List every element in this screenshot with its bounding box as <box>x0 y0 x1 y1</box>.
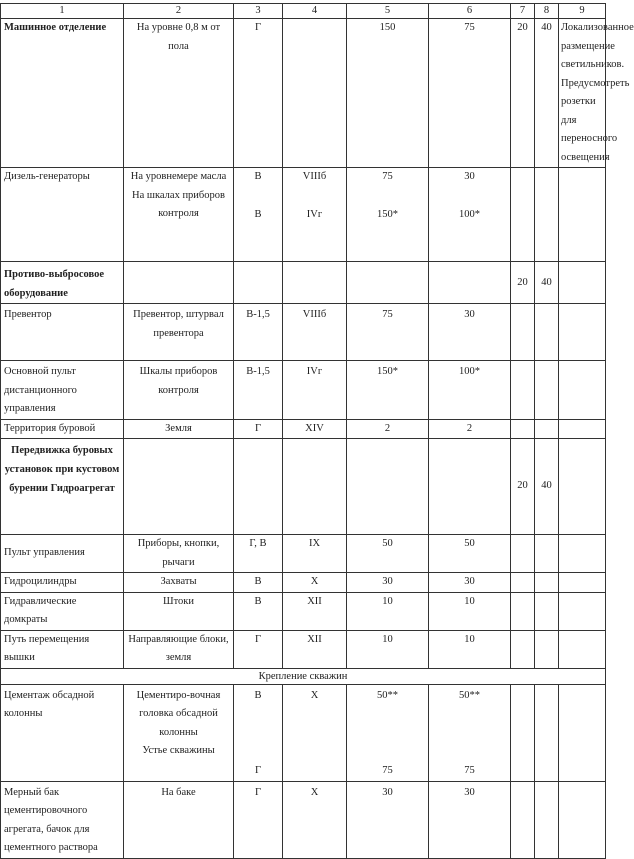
note <box>559 168 606 262</box>
plane: Г, В <box>234 535 283 573</box>
col-8-value <box>535 419 559 439</box>
col-8-value <box>535 684 559 781</box>
category-value: IVг <box>306 208 323 220</box>
note <box>559 439 606 535</box>
col-8-value <box>535 592 559 630</box>
note <box>559 630 606 668</box>
work-category: XIV <box>283 419 347 439</box>
illuminance-combined: 30 <box>347 573 429 593</box>
table-row <box>1 630 606 668</box>
plane: Г <box>234 781 283 858</box>
work-surface-line: Устье скважины <box>142 745 215 756</box>
work-category <box>283 168 347 262</box>
header-col-2: 2 <box>124 4 234 19</box>
illuminance-combined: 2 <box>347 419 429 439</box>
lighting-norms-table <box>0 3 634 859</box>
illuminance-general <box>429 262 511 304</box>
work-surface: На уровне 0,8 м от пола <box>124 19 234 168</box>
plane: В <box>234 592 283 630</box>
lux-value: 50** <box>377 689 398 701</box>
plane: Г <box>234 630 283 668</box>
table-row <box>1 262 606 304</box>
table-row <box>1 419 606 439</box>
illuminance-general <box>429 684 511 781</box>
spacer <box>432 705 507 762</box>
col-8-value <box>535 781 559 858</box>
lux-value: 75 <box>382 171 393 182</box>
work-surface: Захваты <box>124 573 234 593</box>
illuminance-combined <box>347 684 429 781</box>
lux-value: 100* <box>459 208 480 220</box>
plane: Г <box>234 19 283 168</box>
col-8-value <box>535 573 559 593</box>
illuminance-combined: 50 <box>347 535 429 573</box>
col-8-value <box>535 361 559 420</box>
table-row <box>1 535 606 573</box>
plane: В <box>234 573 283 593</box>
work-surface: На баке <box>124 781 234 858</box>
note <box>559 419 606 439</box>
spacer <box>350 705 425 762</box>
illuminance-general <box>429 168 511 262</box>
illuminance-combined: 150 <box>347 19 429 168</box>
header-col-1: 1 <box>1 4 124 19</box>
table-row <box>1 684 606 781</box>
note <box>559 304 606 361</box>
room-name: Территория буровой <box>1 419 124 439</box>
room-name: Дизель-генераторы <box>1 168 124 262</box>
col-8-value: 40 <box>535 19 559 168</box>
room-name: Основной пульт дистанционного управления <box>1 361 124 420</box>
work-category <box>283 19 347 168</box>
plane <box>234 262 283 304</box>
work-category: XII <box>283 592 347 630</box>
col-8-value: 40 <box>535 439 559 535</box>
work-surface <box>124 168 234 262</box>
plane: В-1,5 <box>234 361 283 420</box>
note <box>559 684 606 781</box>
work-surface-line: На шкалах приборов контроля <box>132 189 225 219</box>
table-row <box>1 573 606 593</box>
header-col-4: 4 <box>283 4 347 19</box>
room-name: Мерный бак цементировочного агрегата, бачок для цементного раствора <box>1 781 124 858</box>
header-col-5: 5 <box>347 4 429 19</box>
plane-value: В <box>254 208 262 220</box>
note <box>559 262 606 304</box>
col-7-value <box>511 592 535 630</box>
header-col-9: 9 <box>559 4 606 19</box>
col-7-value <box>511 684 535 781</box>
room-name: Цементаж обсадной колонны <box>1 684 124 781</box>
illuminance-general: 30 <box>429 304 511 361</box>
work-surface <box>124 684 234 781</box>
plane-value: В <box>254 171 262 182</box>
room-name: Противо-выбросовое оборудование <box>1 262 124 304</box>
work-surface <box>124 439 234 535</box>
work-category: IVг <box>283 361 347 420</box>
room-name: Путь перемещения вышки <box>1 630 124 668</box>
col-7-value <box>511 781 535 858</box>
note <box>559 592 606 630</box>
col-7-value: 20 <box>511 19 535 168</box>
room-name: Гидроцилиндры <box>1 573 124 593</box>
work-category <box>283 262 347 304</box>
work-surface: Шкалы приборов контроля <box>124 361 234 420</box>
col-8-value <box>535 168 559 262</box>
col-8-value <box>535 535 559 573</box>
col-7-value <box>511 304 535 361</box>
room-name: Превентор <box>1 304 124 361</box>
lux-value: 75 <box>382 765 393 776</box>
illuminance-combined: 10 <box>347 630 429 668</box>
work-surface-line: Цементиро-вочная головка обсадной колонны <box>136 689 221 738</box>
col-7-value <box>511 630 535 668</box>
lux-value: 150* <box>377 208 398 220</box>
illuminance-general: 50 <box>429 535 511 573</box>
illuminance-combined <box>347 439 429 535</box>
work-surface: Штоки <box>124 592 234 630</box>
plane-value: Г <box>254 765 262 776</box>
plane: Г <box>234 419 283 439</box>
work-category <box>283 684 347 781</box>
header-row <box>1 4 606 19</box>
header-col-3: 3 <box>234 4 283 19</box>
work-category: IX <box>283 535 347 573</box>
illuminance-general: 10 <box>429 630 511 668</box>
plane: В-1,5 <box>234 304 283 361</box>
plane <box>234 168 283 262</box>
table-row <box>1 168 606 262</box>
spacer <box>432 187 507 206</box>
spacer <box>237 705 279 762</box>
spacer <box>350 187 425 206</box>
work-surface: Превентор, штурвал превентора <box>124 304 234 361</box>
col-8-value <box>535 304 559 361</box>
note <box>559 573 606 593</box>
work-surface: Приборы, кнопки, рычаги <box>124 535 234 573</box>
table-row <box>1 781 606 858</box>
room-name: Передвижка буровых установок при кустовом бурении Гидроагрегат <box>1 439 124 535</box>
col-8-value <box>535 630 559 668</box>
room-name: Пульт управления <box>1 535 124 573</box>
work-surface <box>124 262 234 304</box>
table-row <box>1 19 606 168</box>
col-7-value: 20 <box>511 439 535 535</box>
col-8-value: 40 <box>535 262 559 304</box>
illuminance-combined: 30 <box>347 781 429 858</box>
col-7-value <box>511 535 535 573</box>
table-row <box>1 304 606 361</box>
work-category: XII <box>283 630 347 668</box>
col-7-value <box>511 168 535 262</box>
plane <box>234 439 283 535</box>
table-row <box>1 361 606 420</box>
work-category: X <box>283 781 347 858</box>
work-category <box>283 439 347 535</box>
col-7-value <box>511 419 535 439</box>
plane-value: В <box>254 689 262 701</box>
spacer <box>237 187 279 206</box>
table-row <box>1 592 606 630</box>
work-surface: Земля <box>124 419 234 439</box>
lux-value: 75 <box>464 765 475 776</box>
plane <box>234 684 283 781</box>
illuminance-combined <box>347 262 429 304</box>
header-col-6: 6 <box>429 4 511 19</box>
work-category: X <box>283 573 347 593</box>
work-category: VIIIб <box>283 304 347 361</box>
note <box>559 535 606 573</box>
work-surface-line: На уровнемере масла <box>130 171 227 182</box>
section-row <box>1 668 606 684</box>
illuminance-general: 100* <box>429 361 511 420</box>
room-name: Машинное отделение <box>1 19 124 168</box>
illuminance-general: 2 <box>429 419 511 439</box>
work-surface: Направляющие блоки, земля <box>124 630 234 668</box>
section-title: Крепление скважин <box>1 668 606 684</box>
illuminance-general: 30 <box>429 573 511 593</box>
illuminance-general <box>429 439 511 535</box>
lux-value: 50** <box>459 689 480 701</box>
illuminance-combined <box>347 168 429 262</box>
note <box>559 361 606 420</box>
col-7-value: 20 <box>511 262 535 304</box>
spacer <box>286 187 343 206</box>
header-col-7: 7 <box>511 4 535 19</box>
illuminance-combined: 10 <box>347 592 429 630</box>
category-value: X <box>310 689 319 701</box>
room-name: Гидравлические домкраты <box>1 592 124 630</box>
illuminance-general: 30 <box>429 781 511 858</box>
note: Локализованное размещение светильников. Предусмотреть розетки для переносного освещения <box>559 19 606 168</box>
lux-value: 30 <box>464 171 475 182</box>
illuminance-general: 10 <box>429 592 511 630</box>
col-7-value <box>511 361 535 420</box>
illuminance-combined: 150* <box>347 361 429 420</box>
col-7-value <box>511 573 535 593</box>
category-value: VIIIб <box>302 171 327 182</box>
table-row <box>1 439 606 535</box>
header-col-8: 8 <box>535 4 559 19</box>
illuminance-general: 75 <box>429 19 511 168</box>
note <box>559 781 606 858</box>
illuminance-combined: 75 <box>347 304 429 361</box>
